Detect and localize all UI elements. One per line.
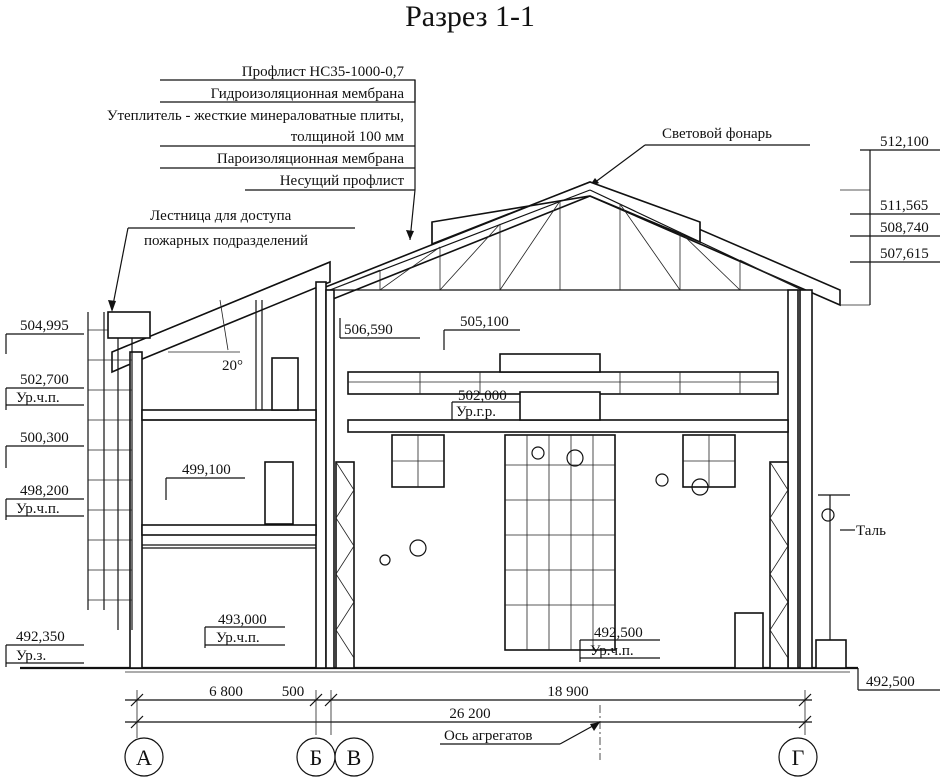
skylight-callout bbox=[588, 126, 810, 188]
dim-500: 500 bbox=[281, 684, 305, 700]
elev-499100: 499,100 bbox=[182, 462, 231, 478]
elev-498200: 498,200 bbox=[20, 483, 69, 499]
overhead-crane bbox=[348, 354, 788, 432]
elev-492500-interior: 492,500 bbox=[594, 625, 643, 641]
ladder-label-2: пожарных подразделений bbox=[144, 233, 309, 249]
elevations-left bbox=[6, 318, 84, 667]
elev-492350: 492,350 bbox=[16, 629, 65, 645]
roof-layer-2: Гидроизоляционная мембрана bbox=[210, 86, 404, 102]
elev-500300: 500,300 bbox=[20, 430, 69, 446]
elev-511565: 511,565 bbox=[880, 198, 929, 214]
elev-507615: 507,615 bbox=[880, 246, 929, 262]
hoist bbox=[816, 495, 886, 668]
axis-label-v: В bbox=[346, 745, 362, 770]
tag-floor-493: Ур.ч.п. bbox=[216, 630, 260, 646]
elev-493000: 493,000 bbox=[218, 612, 267, 628]
axis-label-b: Б bbox=[309, 745, 323, 770]
tag-floor-4925: Ур.ч.п. bbox=[590, 643, 634, 659]
dim-6800: 6 800 bbox=[209, 684, 243, 700]
elev-504995: 504,995 bbox=[20, 318, 69, 334]
elev-502700: 502,700 bbox=[20, 372, 69, 388]
elev-505100: 505,100 bbox=[460, 314, 509, 330]
elev-508740: 508,740 bbox=[880, 220, 929, 236]
tag-floor-4982: Ур.ч.п. bbox=[16, 501, 60, 517]
dim-18900: 18 900 bbox=[547, 684, 589, 700]
axis-units-label: Ось агрегатов bbox=[444, 728, 533, 744]
gate-window bbox=[505, 435, 615, 650]
slope-label: 20° bbox=[222, 358, 243, 374]
hoist-label: Таль bbox=[856, 523, 886, 539]
axis-label-g: Г bbox=[791, 745, 805, 770]
dim-26200: 26 200 bbox=[449, 706, 491, 722]
tag-ground: Ур.з. bbox=[16, 648, 47, 664]
elev-512100: 512,100 bbox=[880, 134, 929, 150]
elevation-stack-right bbox=[840, 134, 940, 690]
building-section bbox=[20, 182, 886, 672]
axis-label-a: А bbox=[136, 745, 152, 770]
tag-crane-head: Ур.г.р. bbox=[456, 404, 497, 420]
roof-layer-6: Несущий профлист bbox=[279, 173, 404, 189]
elev-506590: 506,590 bbox=[344, 322, 393, 338]
roof-layer-5: Пароизоляционная мембрана bbox=[216, 151, 404, 167]
elev-492500-right: 492,500 bbox=[866, 674, 915, 690]
tag-floor-5027: Ур.ч.п. bbox=[16, 390, 60, 406]
ladder-label-1: Лестница для доступа bbox=[150, 208, 292, 224]
dimension-lines bbox=[125, 684, 812, 760]
skylight-label: Световой фонарь bbox=[662, 126, 773, 142]
drawing-title: Разрез 1-1 bbox=[405, 0, 535, 33]
roof-layer-3: Утеплитель - жесткие минераловатные плиты, bbox=[106, 108, 404, 124]
roof-layer-4: толщиной 100 мм bbox=[290, 129, 404, 145]
roof-layer-1: Профлист НС35-1000-0,7 bbox=[241, 64, 404, 80]
elev-502000: 502,000 bbox=[458, 388, 507, 404]
